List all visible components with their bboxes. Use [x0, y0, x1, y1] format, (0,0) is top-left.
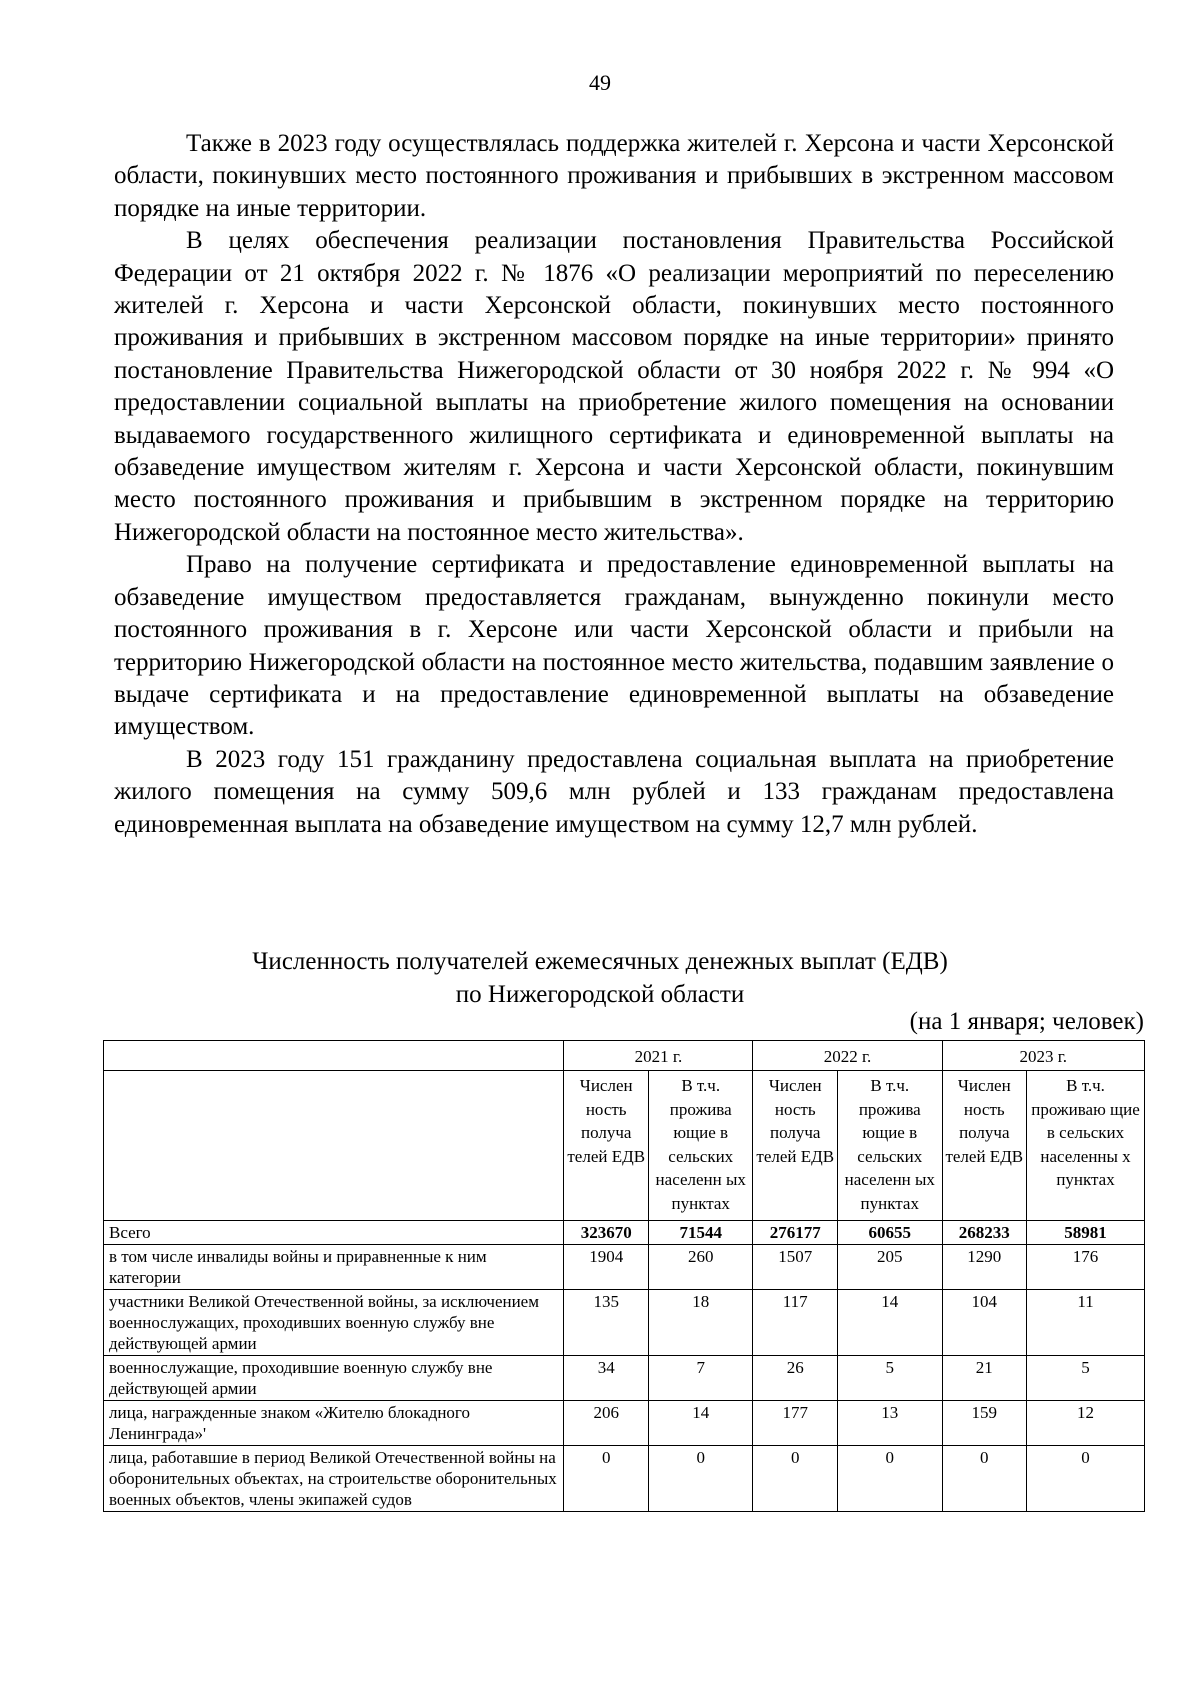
cell-count-2023: 21: [942, 1356, 1027, 1401]
row-label: участники Великой Отечественной войны, за исключением военнослужащих, проходивших военную службу вне действующей армии: [104, 1290, 564, 1356]
cell-rural-2022: 0: [838, 1446, 943, 1512]
cell-count-2023: 1290: [942, 1245, 1027, 1290]
year-header-2022: 2022 г.: [753, 1041, 942, 1071]
cell-rural-2021: 0: [648, 1446, 753, 1512]
table-row: [104, 1401, 1145, 1446]
cell-count-2023: 268233: [942, 1221, 1027, 1245]
cell-rural-2022: 13: [838, 1401, 943, 1446]
col-header-count-2023: Числен ность получа телей ЕДВ: [942, 1071, 1027, 1221]
cell-count-2022: 26: [753, 1356, 838, 1401]
table-unit: (на 1 января; человек): [909, 1008, 1144, 1035]
cell-count-2022: 1507: [753, 1245, 838, 1290]
col-header-count-2022: Числен ность получа телей ЕДВ: [753, 1071, 838, 1221]
paragraph: Также в 2023 году осуществлялась поддержка жителей г. Херсона и части Херсонской области, покинувших место постоянного проживания и прибывших в экстренном массовом порядке на иные территории.: [114, 130, 1114, 222]
col-header-count-2021: Числен ность получа телей ЕДВ: [564, 1071, 649, 1221]
cell-rural-2021: 18: [648, 1290, 753, 1356]
cell-count-2021: 135: [564, 1290, 649, 1356]
cell-count-2022: 0: [753, 1446, 838, 1512]
row-label: лица, работавшие в период Великой Отечественной войны на оборонительных объектах, на строительстве оборонительных военных объектов, члены экипажей судов: [104, 1446, 564, 1512]
cell-count-2021: 34: [564, 1356, 649, 1401]
table-column-header-row: [104, 1071, 1145, 1221]
cell-rural-2021: 71544: [648, 1221, 753, 1245]
table-row: [104, 1245, 1145, 1290]
cell-rural-2023: 5: [1027, 1356, 1145, 1401]
table-corner-cell: [104, 1071, 564, 1221]
cell-rural-2022: 205: [838, 1245, 943, 1290]
row-label: Всего: [104, 1221, 564, 1245]
cell-count-2021: 323670: [564, 1221, 649, 1245]
cell-rural-2021: 7: [648, 1356, 753, 1401]
paragraph: В 2023 году 151 гражданину предоставлена социальная выплата на приобретение жилого помещения на сумму 509,6 млн рублей и 133 гражданам предоставлена единовременная выплата на обзаведение имуществом на сумму 12,7 млн рублей.: [114, 745, 1114, 838]
cell-count-2021: 1904: [564, 1245, 649, 1290]
cell-rural-2023: 58981: [1027, 1221, 1145, 1245]
cell-rural-2022: 14: [838, 1290, 943, 1356]
cell-count-2021: 0: [564, 1446, 649, 1512]
cell-count-2022: 177: [753, 1401, 838, 1446]
cell-count-2022: 117: [753, 1290, 838, 1356]
table-year-header-row: [104, 1041, 1145, 1071]
year-header-2023: 2023 г.: [942, 1041, 1144, 1071]
page-number: 49: [589, 70, 611, 95]
col-header-rural-2023: В т.ч. проживаю щие в сельских населенны х пунктах: [1027, 1071, 1145, 1221]
table-row: [104, 1221, 1145, 1245]
table-title-line-1: Численность получателей ежемесячных денежных выплат (ЕДВ): [252, 948, 948, 975]
row-label: в том числе инвалиды войны и приравненные к ним категории: [104, 1245, 564, 1290]
cell-rural-2021: 260: [648, 1245, 753, 1290]
body-text: [114, 128, 1114, 841]
cell-rural-2023: 12: [1027, 1401, 1145, 1446]
row-label: военнослужащие, проходившие военную службу вне действующей армии: [104, 1356, 564, 1401]
col-header-rural-2022: В т.ч. прожива ющие в сельских населенн ых пунктах: [838, 1071, 943, 1221]
cell-count-2022: 276177: [753, 1221, 838, 1245]
paragraph: Право на получение сертификата и предоставление единовременной выплаты на обзаведение имуществом предоставляется гражданам, вынужденно покинули место постоянного проживания в г. Херсоне или части Херсонской области и прибыли на территорию Нижегородской области на постоянное место жительства, подавшим заявление о выдаче сертификата и на предоставление единовременной выплаты на обзаведение имуществом.: [114, 551, 1114, 741]
table-row: [104, 1446, 1145, 1512]
paragraph: В целях обеспечения реализации постановления Правительства Российской Федерации от 21 октября 2022 г. № 1876 «О реализации мероприятий по переселению жителей г. Херсона и части Херсонской области, покинувших место постоянного проживания и прибывших в экстренном массовом порядке на иные территории» принято постановление Правительства Нижегородской области от 30 ноября 2022 г. № 994 «О предоставлении социальной выплаты на приобретение жилого помещения на основании выдаваемого государственного жилищного сертификата и единовременной выплаты на обзаведение имуществом жителям г. Херсона и части Херсонской области, покинувшим место постоянного проживания и прибывшим в экстренном порядке на территорию Нижегородской области на постоянное место жительства».: [114, 227, 1114, 546]
table-title: [0, 945, 1200, 1011]
cell-rural-2022: 5: [838, 1356, 943, 1401]
cell-rural-2021: 14: [648, 1401, 753, 1446]
year-header-2021: 2021 г.: [564, 1041, 753, 1071]
cell-rural-2023: 11: [1027, 1290, 1145, 1356]
table-corner-cell: [104, 1041, 564, 1071]
cell-count-2023: 104: [942, 1290, 1027, 1356]
cell-rural-2022: 60655: [838, 1221, 943, 1245]
table-title-line-2: по Нижегородской области: [455, 981, 745, 1008]
col-header-rural-2021: В т.ч. прожива ющие в сельских населенн ых пунктах: [648, 1071, 753, 1221]
table-row: [104, 1356, 1145, 1401]
cell-count-2021: 206: [564, 1401, 649, 1446]
table-row: [104, 1290, 1145, 1356]
cell-count-2023: 159: [942, 1401, 1027, 1446]
cell-count-2023: 0: [942, 1446, 1027, 1512]
cell-rural-2023: 0: [1027, 1446, 1145, 1512]
row-label: лица, награжденные знаком «Жителю блокадного Ленинграда»': [104, 1401, 564, 1446]
edv-recipients-table: [103, 1040, 1145, 1512]
cell-rural-2023: 176: [1027, 1245, 1145, 1290]
